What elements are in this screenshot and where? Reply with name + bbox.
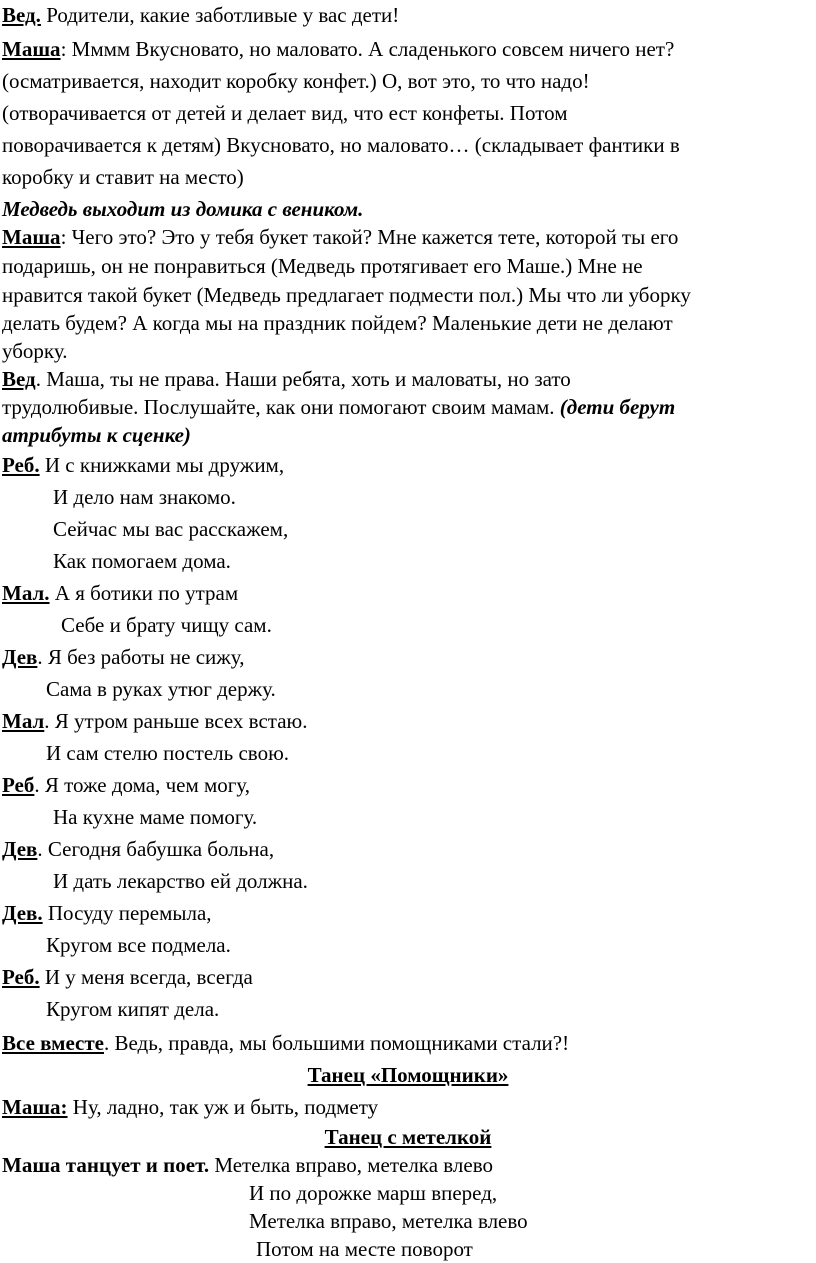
line-text: Себе и брату чищу сам. bbox=[61, 613, 272, 637]
line-text: поворачивается к детям) Вкусновато, но маловато… (складывает фантики в bbox=[2, 133, 680, 157]
line-text: И у меня всегда, всегда bbox=[39, 965, 253, 989]
verse-line bbox=[2, 580, 238, 606]
dialogue-line bbox=[2, 2, 399, 28]
dialogue-line bbox=[2, 224, 678, 250]
line-text: нравится такой букет (Медведь предлагает подмести пол.) Мы что ли уборку bbox=[2, 283, 691, 307]
line-text: . Сегодня бабушка больна, bbox=[37, 837, 275, 861]
speaker-label: Мал. bbox=[2, 581, 50, 605]
verse-line bbox=[2, 708, 307, 734]
verse-line bbox=[61, 612, 272, 638]
verse-line bbox=[53, 548, 231, 574]
song-line bbox=[249, 1208, 528, 1234]
line-text: : Мммм Вкусновато, но маловато. А сладенького совсем ничего нет? bbox=[60, 37, 675, 61]
speaker-label: Маша bbox=[2, 37, 61, 61]
stage-text: Медведь выходит из домика с веником. bbox=[2, 197, 364, 221]
speaker-label: Мал bbox=[2, 709, 45, 733]
stage-direction bbox=[2, 196, 363, 222]
verse-line bbox=[2, 836, 274, 862]
line-text: Потом на месте поворот bbox=[256, 1237, 473, 1261]
speaker-label: Дев bbox=[2, 837, 38, 861]
dialogue-line bbox=[2, 310, 673, 336]
section-title: Танец с метелкой bbox=[324, 1125, 492, 1149]
verse-line bbox=[2, 772, 250, 798]
line-text: Родители, какие заботливые у вас дети! bbox=[40, 3, 400, 27]
speaker-label: Все вместе bbox=[2, 1031, 104, 1055]
stage-label: Маша танцует и поет. bbox=[2, 1153, 210, 1177]
verse-line bbox=[53, 484, 236, 510]
verse-line bbox=[2, 452, 284, 478]
line-text: Метелка вправо, метелка влево bbox=[249, 1209, 528, 1233]
line-text: . Я утром раньше всех встаю. bbox=[44, 709, 308, 733]
line-text: Кругом все подмела. bbox=[46, 933, 231, 957]
line-text: . Я без работы не сижу, bbox=[37, 645, 245, 669]
line-text: : Чего это? Это у тебя букет такой? Мне кажется тете, которой ты его bbox=[60, 225, 679, 249]
stage-text: атрибуты к сценке) bbox=[2, 423, 191, 447]
verse-line bbox=[46, 996, 219, 1022]
speaker-label: Реб bbox=[2, 773, 35, 797]
verse-line bbox=[46, 676, 276, 702]
line-text: И сам стелю постель свою. bbox=[46, 741, 290, 765]
line-text: (осматривается, находит коробку конфет.) О, вот это, то что надо! bbox=[2, 69, 590, 93]
line-text: На кухне маме помогу. bbox=[53, 805, 258, 829]
line-text: Ну, ладно, так уж и быть, подмету bbox=[67, 1095, 379, 1119]
speaker-label: Дев. bbox=[2, 901, 43, 925]
speaker-label: Дев bbox=[2, 645, 38, 669]
stage-text: (дети берут bbox=[559, 395, 676, 419]
line-text: Сейчас мы вас расскажем, bbox=[53, 517, 289, 541]
song-line bbox=[256, 1236, 473, 1262]
line-text: И с книжками мы дружим, bbox=[39, 453, 285, 477]
speaker-label: Маша bbox=[2, 225, 61, 249]
speaker-label: Вед. bbox=[2, 3, 41, 27]
verse-line bbox=[2, 964, 253, 990]
verse-line bbox=[46, 932, 231, 958]
verse-line bbox=[53, 868, 308, 894]
line-text: подаришь, он не понравиться (Медведь протягивает его Маше.) Мне не bbox=[2, 254, 643, 278]
speaker-label: Маша: bbox=[2, 1095, 68, 1119]
dialogue-line bbox=[2, 1094, 378, 1120]
speaker-label: Реб. bbox=[2, 965, 40, 989]
section-title: Танец «Помощники» bbox=[307, 1063, 509, 1087]
line-text: делать будем? А когда мы на праздник пойдем? Маленькие дети не делают bbox=[2, 311, 673, 335]
dialogue-line bbox=[2, 68, 590, 94]
line-text: . Я тоже дома, чем могу, bbox=[34, 773, 251, 797]
dialogue-line bbox=[2, 282, 691, 308]
verse-line bbox=[2, 644, 244, 670]
dialogue-line bbox=[2, 1030, 569, 1056]
stage-direction bbox=[2, 422, 191, 448]
dialogue-line bbox=[2, 394, 675, 420]
dialogue-line bbox=[2, 253, 643, 279]
dialogue-line bbox=[2, 338, 67, 364]
dialogue-line bbox=[2, 164, 244, 190]
line-text: трудолюбивые. Послушайте, как они помогают своим мамам. bbox=[2, 395, 560, 419]
line-text: . Ведь, правда, мы большими помощниками стали?! bbox=[103, 1031, 570, 1055]
line-text: А я ботики по утрам bbox=[49, 581, 239, 605]
line-text: Как помогаем дома. bbox=[53, 549, 231, 573]
verse-line bbox=[46, 740, 289, 766]
speaker-label: Реб. bbox=[2, 453, 40, 477]
dialogue-line bbox=[2, 100, 567, 126]
line-text: (отворачивается от детей и делает вид, что ест конфеты. Потом bbox=[2, 101, 568, 125]
song-line bbox=[249, 1180, 497, 1206]
verse-line bbox=[53, 804, 257, 830]
verse-line bbox=[2, 900, 212, 926]
song-line bbox=[2, 1152, 493, 1178]
verse-line bbox=[53, 516, 288, 542]
line-text: Сама в руках утюг держу. bbox=[46, 677, 276, 701]
line-text: И дело нам знакомо. bbox=[53, 485, 236, 509]
speaker-label: Вед bbox=[2, 367, 36, 391]
line-text: . Маша, ты не права. Наши ребята, хоть и маловаты, но зато bbox=[35, 367, 571, 391]
line-text: Кругом кипят дела. bbox=[46, 997, 220, 1021]
line-text: И по дорожке марш вперед, bbox=[249, 1181, 498, 1205]
dialogue-line bbox=[2, 36, 674, 62]
line-text: Посуду перемыла, bbox=[42, 901, 212, 925]
line-text: коробку и ставит на место) bbox=[2, 165, 244, 189]
dialogue-line bbox=[2, 366, 571, 392]
dialogue-line bbox=[2, 132, 680, 158]
line-text: И дать лекарство ей должна. bbox=[53, 869, 308, 893]
line-text: Метелка вправо, метелка влево bbox=[209, 1153, 493, 1177]
line-text: уборку. bbox=[2, 339, 68, 363]
